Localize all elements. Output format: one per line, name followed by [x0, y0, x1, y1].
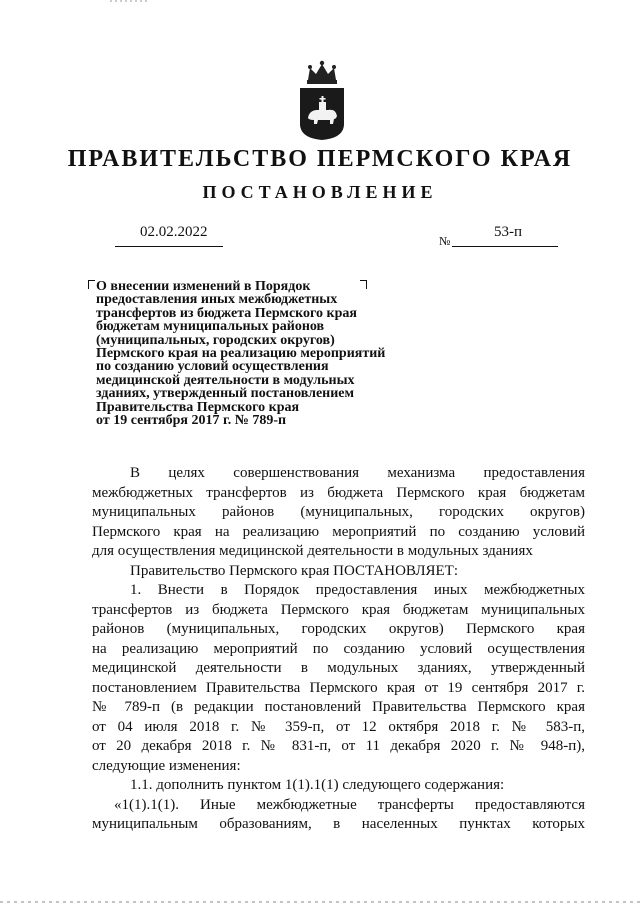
body-line: медицинской деятельности в модульных зданиях, утвержденный	[92, 660, 585, 676]
document-date: 02.02.2022	[140, 224, 208, 240]
document-number: 53-п	[494, 224, 523, 240]
document-body	[92, 464, 585, 835]
subject-line: предоставления иных межбюджетных	[96, 292, 338, 308]
subject-line: трансфертов из бюджета Пермского края	[96, 305, 357, 321]
scan-edge-top	[0, 0, 640, 2]
body-line: для осуществления медицинской деятельности в модульных зданиях	[92, 543, 533, 559]
body-line: трансфертов из бюджета Пермского края бюджетам муниципальных	[92, 601, 585, 618]
subject-line: О внесении изменений в Порядок	[96, 279, 311, 294]
subject-line: Правительства Пермского края	[96, 399, 300, 415]
scan-edge-bottom	[0, 900, 640, 905]
subject-line: бюджетам муниципальных районов	[96, 319, 325, 335]
body-line: муниципальных районов (муниципальных, городских округов)	[92, 504, 585, 520]
date-underline	[115, 246, 223, 247]
body-line: «1(1).1(1). Иные межбюджетные трансферты предоставляются	[114, 796, 585, 813]
body-line: муниципальным образованиям, в населенных пунктах которых	[92, 816, 585, 832]
body-line: на реализацию мероприятий по созданию условий осуществления	[92, 640, 585, 657]
subject-line: (муниципальных, городских округов)	[96, 332, 335, 348]
number-sign: №	[439, 234, 451, 248]
body-line: районов (муниципальных, городских округов) Пермского края	[92, 621, 585, 637]
body-line: 1. Внести в Порядок предоставления иных межбюджетных	[130, 582, 585, 598]
body-line: В целях совершенствования механизма предоставления	[130, 465, 585, 481]
body-line: № 789-п (в редакции постановлений Правительства Пермского края	[92, 699, 585, 715]
perm-krai-coat-of-arms-icon	[294, 58, 350, 142]
subject-line: от 19 сентября 2017 г. № 789-п	[96, 413, 287, 429]
number-underline	[452, 246, 558, 247]
body-line: следующие изменения:	[92, 757, 241, 774]
body-line: от 20 декабря 2018 г. № 831-п, от 11 декабря 2020 г. № 948-п),	[92, 738, 585, 754]
body-line: от 04 июля 2018 г. № 359-п, от 12 октября 2018 г. № 583-п,	[92, 718, 585, 735]
subject-line: зданиях, утвержденный постановлением	[96, 386, 355, 402]
body-line: Правительство Пермского края ПОСТАНОВЛЯЕТ:	[130, 562, 459, 579]
body-line: постановлением Правительства Пермского края от 19 сентября 2017 г.	[92, 679, 585, 696]
document-subject	[96, 280, 385, 427]
subject-line: по созданию условий осуществления	[96, 359, 329, 375]
document-type-title: ПОСТАНОВЛЕНИЕ	[202, 182, 438, 202]
body-line: Пермского края на реализацию мероприятий по созданию условий	[92, 523, 585, 540]
subject-line: Пермского края на реализацию мероприятий	[96, 346, 386, 362]
subject-line: медицинской деятельности в модульных	[96, 372, 355, 388]
subject-bracket-left	[88, 280, 95, 289]
body-line: межбюджетных трансфертов из бюджета Пермского края бюджетам	[92, 484, 585, 501]
government-title: ПРАВИТЕЛЬСТВО ПЕРМСКОГО КРАЯ	[67, 146, 573, 172]
body-line: 1.1. дополнить пунктом 1(1).1(1) следующего содержания:	[130, 777, 505, 793]
